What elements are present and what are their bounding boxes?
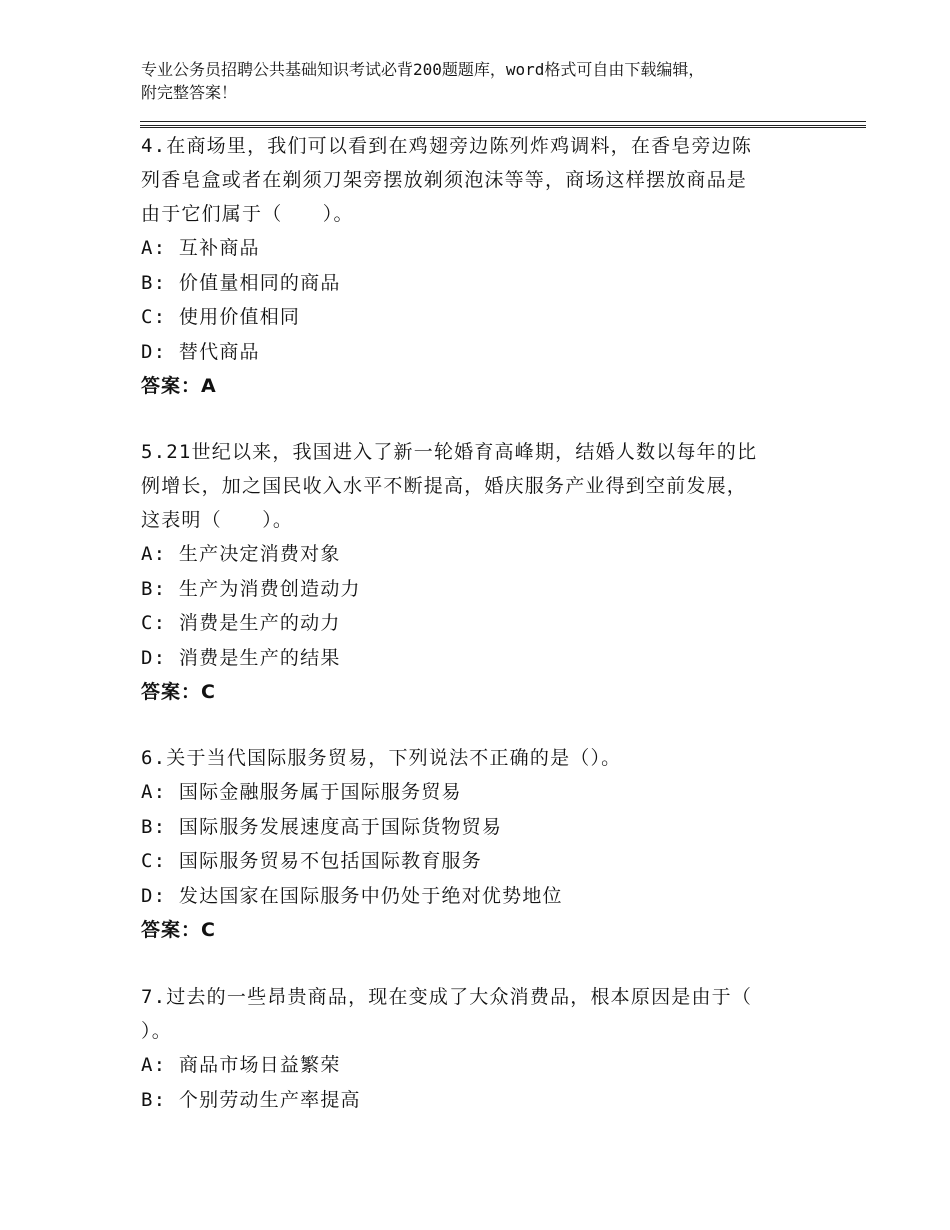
header-line-1: 专业公务员招聘公共基础知识考试必背200题题库，word格式可自由下载编辑，	[141, 60, 705, 79]
option-a: A: 生产决定消费对象	[141, 543, 341, 565]
option-c: C: 消费是生产的动力	[141, 612, 341, 634]
option-c: C: 使用价值相同	[141, 306, 301, 328]
question-stem-line: 6.关于当代国际服务贸易，下列说法不正确的是（）。	[141, 747, 622, 769]
option-a: A: 互补商品	[141, 237, 260, 259]
question-4	[141, 129, 821, 403]
option-b: B: 生产为消费创造动力	[141, 577, 361, 600]
question-stem-line: 例增长，加之国民收入水平不断提高，婚庆服务产业得到空前发展，	[141, 475, 748, 497]
answer: 答案：A	[141, 375, 217, 397]
question-stem-line: 7.过去的一些昂贵商品，现在变成了大众消费品，根本原因是由于（	[141, 986, 753, 1008]
document-header	[141, 58, 821, 104]
header-divider	[140, 121, 866, 122]
question-5	[141, 435, 821, 709]
question-stem-line: 4.在商场里，我们可以看到在鸡翅旁边陈列炸鸡调料，在香皂旁边陈	[141, 135, 753, 157]
option-c: C: 国际服务贸易不包括国际教育服务	[141, 850, 482, 872]
option-b: B: 价值量相同的商品	[141, 271, 341, 294]
option-b: B: 国际服务发展速度高于国际货物贸易	[141, 815, 503, 838]
question-stem-line: 这表明（ ）。	[141, 509, 294, 531]
header-divider-double	[140, 125, 866, 128]
option-a: A: 商品市场日益繁荣	[141, 1054, 341, 1076]
question-stem-line: 5.21世纪以来，我国进入了新一轮婚育高峰期，结婚人数以每年的比	[141, 441, 758, 463]
option-a: A: 国际金融服务属于国际服务贸易	[141, 781, 462, 803]
answer: 答案：C	[141, 681, 216, 703]
answer: 答案：C	[141, 919, 216, 941]
option-b: B: 个别劳动生产率提高	[141, 1088, 361, 1111]
question-7	[141, 980, 821, 1117]
option-d: D: 替代商品	[141, 340, 260, 363]
question-stem-line: ）。	[141, 1020, 172, 1042]
question-6	[141, 741, 821, 947]
header-line-2: 附完整答案！	[141, 83, 238, 102]
option-d: D: 消费是生产的结果	[141, 646, 341, 669]
option-d: D: 发达国家在国际服务中仍处于绝对优势地位	[141, 884, 563, 907]
question-stem-line: 由于它们属于（ ）。	[141, 203, 354, 225]
question-stem-line: 列香皂盒或者在剃须刀架旁摆放剃须泡沫等等，商场这样摆放商品是	[141, 169, 748, 191]
